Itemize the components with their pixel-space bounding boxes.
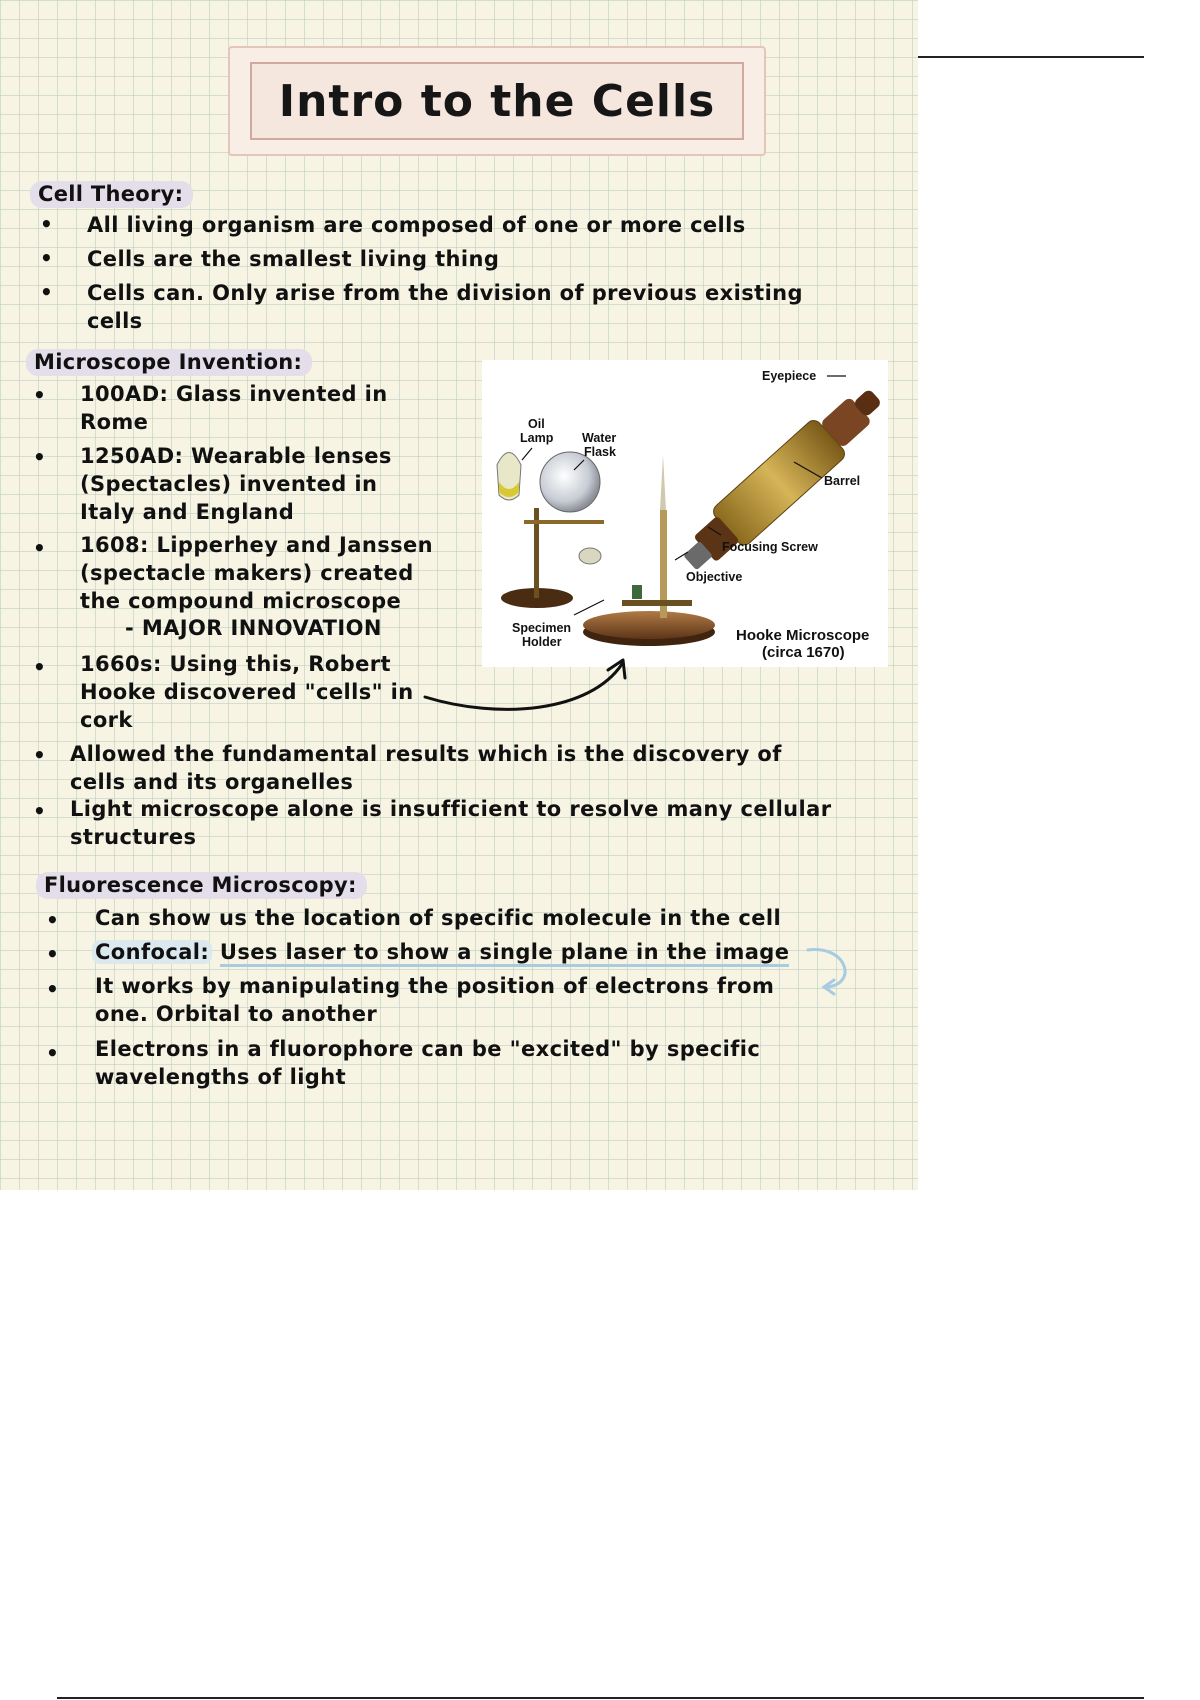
microscope-item-3-line-3: the compound microscope [80, 589, 402, 613]
label-barrel: Barrel [824, 474, 861, 488]
bullet: • [46, 1041, 59, 1065]
cell-theory-item-3: Cells can. Only arise from the division of previous existing [87, 281, 803, 305]
confocal-label: Confocal: [92, 940, 212, 964]
bullet: • [33, 655, 46, 679]
bottom-divider [57, 1697, 1144, 1699]
label-focusing-screw: Focusing Screw [722, 540, 818, 554]
fluorescence-item-3-line-1: It works by manipulating the position of electrons from [95, 974, 775, 998]
figure-caption-1: Hooke Microscope [736, 627, 870, 644]
label-oil-lamp-1: Oil [528, 417, 545, 431]
bullet: • [46, 908, 59, 932]
microscope-item-4-line-2: Hooke discovered "cells" in [80, 680, 414, 704]
microscope-extra-2-line-1: Light microscope alone is insufficient to resolve many cellular [70, 797, 832, 821]
confocal-text: Uses laser to show a single plane in the image [220, 940, 790, 967]
top-divider [918, 56, 1144, 58]
microscope-extra-1-line-1: Allowed the fundamental results which is the discovery of [70, 742, 782, 766]
cell-theory-item-1: All living organism are composed of one or more cells [87, 213, 746, 237]
label-specimen-holder-1: Specimen [512, 621, 572, 635]
microscope-extra-2-line-2: structures [70, 825, 197, 849]
label-specimen-holder-2: Holder [522, 635, 562, 649]
bullet: • [40, 212, 53, 236]
cell-theory-item-2: Cells are the smallest living thing [87, 247, 500, 271]
page-title: Intro to the Cells [278, 75, 716, 127]
bullet: • [46, 942, 59, 966]
bullet: • [40, 280, 53, 304]
microscope-item-3-line-1: 1608: Lipperhey and Janssen [80, 533, 433, 557]
fluorescence-item-4-line-1: Electrons in a fluorophore can be "excited" by specific [95, 1037, 761, 1061]
figure-caption-2: (circa 1670) [762, 644, 845, 661]
microscope-heading: Microscope Invention: [26, 349, 312, 376]
label-water-flask-1: Water [582, 431, 617, 445]
label-oil-lamp-2: Lamp [520, 431, 554, 445]
microscope-item-4-line-1: 1660s: Using this, Robert [80, 652, 391, 676]
cell-theory-item-3-cont: cells [87, 309, 143, 333]
fluorescence-item-3-line-2: one. Orbital to another [95, 1002, 378, 1026]
bullet: • [33, 799, 46, 823]
bullet: • [33, 536, 46, 560]
microscope-sub-item: - MAJOR INNOVATION [125, 616, 382, 640]
microscope-item-3-line-2: (spectacle makers) created [80, 561, 414, 585]
bullet: • [33, 445, 46, 469]
label-objective: Objective [686, 570, 743, 584]
fluorescence-item-4-line-2: wavelengths of light [95, 1065, 347, 1089]
microscope-item-2-line-1: 1250AD: Wearable lenses [80, 444, 392, 468]
cell-theory-heading: Cell Theory: [30, 181, 193, 208]
microscope-item-1-line-1: 100AD: Glass invented in [80, 382, 388, 406]
label-eyepiece: Eyepiece [762, 369, 817, 383]
fluorescence-item-1: Can show us the location of specific molecule in the cell [95, 906, 782, 930]
microscope-item-1-line-2: Rome [80, 410, 149, 434]
microscope-item-2-line-2: (Spectacles) invented in [80, 472, 378, 496]
bullet: • [33, 383, 46, 407]
microscope-item-4-line-3: cork [80, 708, 133, 732]
microscope-extra-1-line-2: cells and its organelles [70, 770, 354, 794]
label-water-flask-2: Flask [584, 445, 616, 459]
bullet: • [33, 743, 46, 767]
microscope-item-2-line-3: Italy and England [80, 500, 295, 524]
bullet: • [46, 977, 59, 1001]
fluorescence-heading: Fluorescence Microscopy: [36, 872, 367, 899]
bullet: • [40, 246, 53, 270]
